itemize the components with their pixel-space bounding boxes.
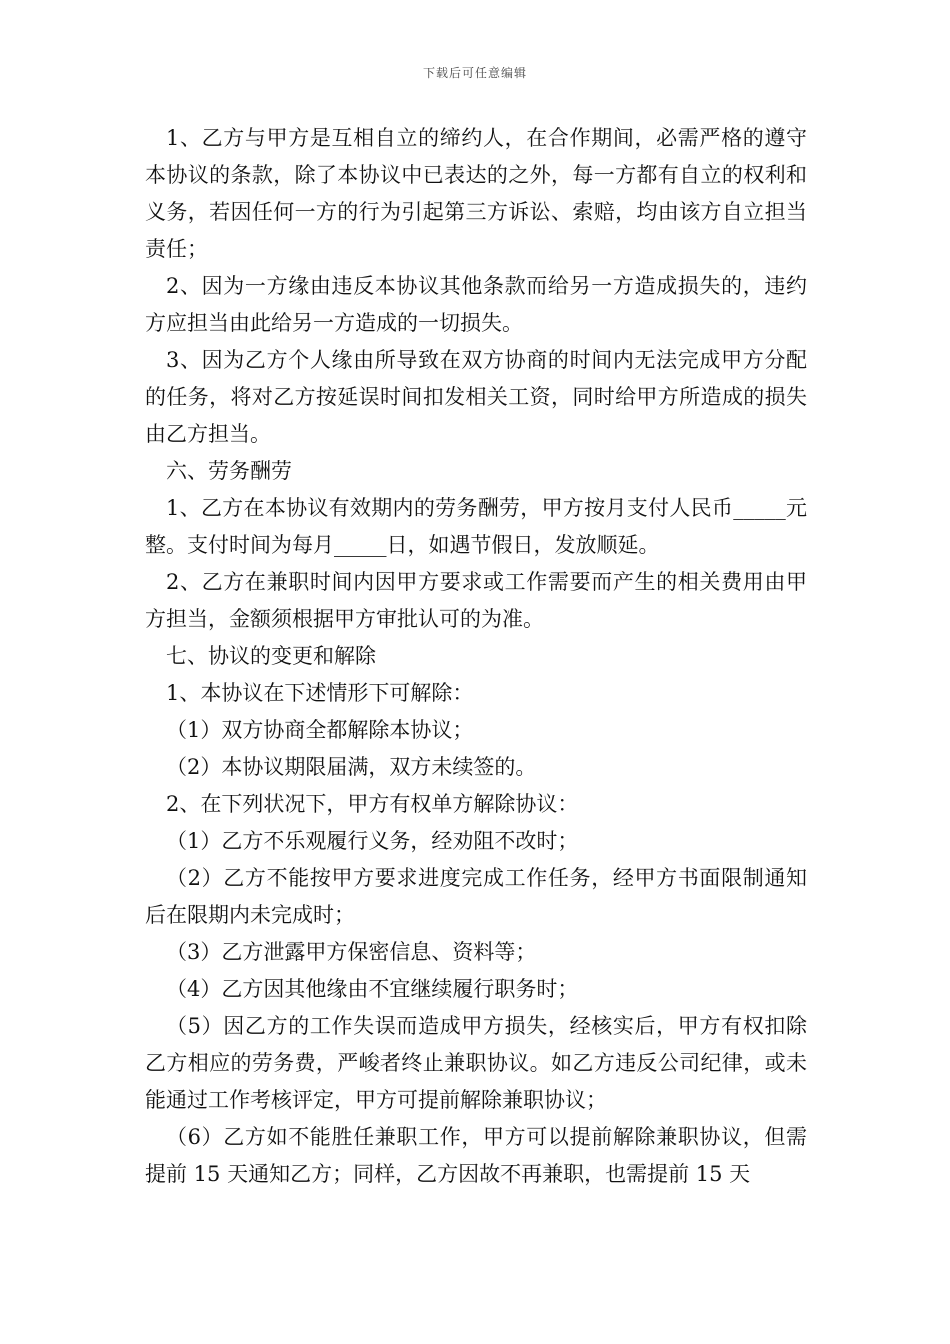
list-item-termination-1-1: （1）双方协商全都解除本协议； [166, 718, 474, 742]
list-item-termination-2-6: （6）乙方如不能胜任兼职工作，甲方可以提前解除兼职协议，但需提前 15 天通知乙方；同样，乙方因故不再兼职，也需提前 15 天 [145, 1125, 807, 1186]
paragraph-clause-2: 2、因为一方缘由违反本协议其他条款而给另一方造成损失的，违约方应担当由此给另一方造成的一切损失。 [145, 274, 807, 335]
paragraph-clause-1: 1、乙方与甲方是互相自立的缔约人，在合作期间，必需严格的遵守本协议的条款，除了本协议中已表达的之外，每一方都有自立的权利和义务，若因任何一方的行为引起第三方诉讼、索赔，均由该方自立担当责任； [145, 126, 807, 261]
list-item-termination-1-2: （2）本协议期限届满，双方未续签的。 [166, 755, 537, 779]
list-item-termination-2-5: （5）因乙方的工作失误而造成甲方损失，经核实后，甲方有权扣除乙方相应的劳务费，严峻者终止兼职协议。如乙方违反公司纪律，或未能通过工作考核评定，甲方可提前解除兼职协议； [145, 1014, 807, 1112]
document-body [145, 120, 807, 1193]
paragraph-termination-1: 1、本协议在下述情形下可解除： [166, 681, 474, 705]
paragraph-remuneration-1: 1、乙方在本协议有效期内的劳务酬劳，甲方按月支付人民币_____元整。支付时间为每月_____日，如遇节假日，发放顺延。 [145, 496, 807, 557]
section-heading-change-termination: 七、协议的变更和解除 [166, 644, 376, 668]
paragraph-clause-3: 3、因为乙方个人缘由所导致在双方协商的时间内无法完成甲方分配的任务，将对乙方按延误时间扣发相关工资，同时给甲方所造成的损失由乙方担当。 [145, 348, 807, 446]
paragraph-termination-2: 2、在下列状况下，甲方有权单方解除协议： [166, 792, 579, 816]
section-heading-remuneration: 六、劳务酬劳 [166, 459, 292, 483]
page-header: 下载后可任意编辑 [422, 66, 527, 80]
list-item-termination-2-3: （3）乙方泄露甲方保密信息、资料等； [166, 940, 537, 964]
list-item-termination-2-2: （2）乙方不能按甲方要求进度完成工作任务，经甲方书面限制通知后在限期内未完成时； [145, 866, 807, 927]
list-item-termination-2-1: （1）乙方不乐观履行义务，经劝阻不改时； [166, 829, 579, 853]
list-item-termination-2-4: （4）乙方因其他缘由不宜继续履行职务时； [166, 977, 579, 1001]
paragraph-remuneration-2: 2、乙方在兼职时间内因甲方要求或工作需要而产生的相关费用由甲方担当，金额须根据甲方审批认可的为准。 [145, 570, 807, 631]
